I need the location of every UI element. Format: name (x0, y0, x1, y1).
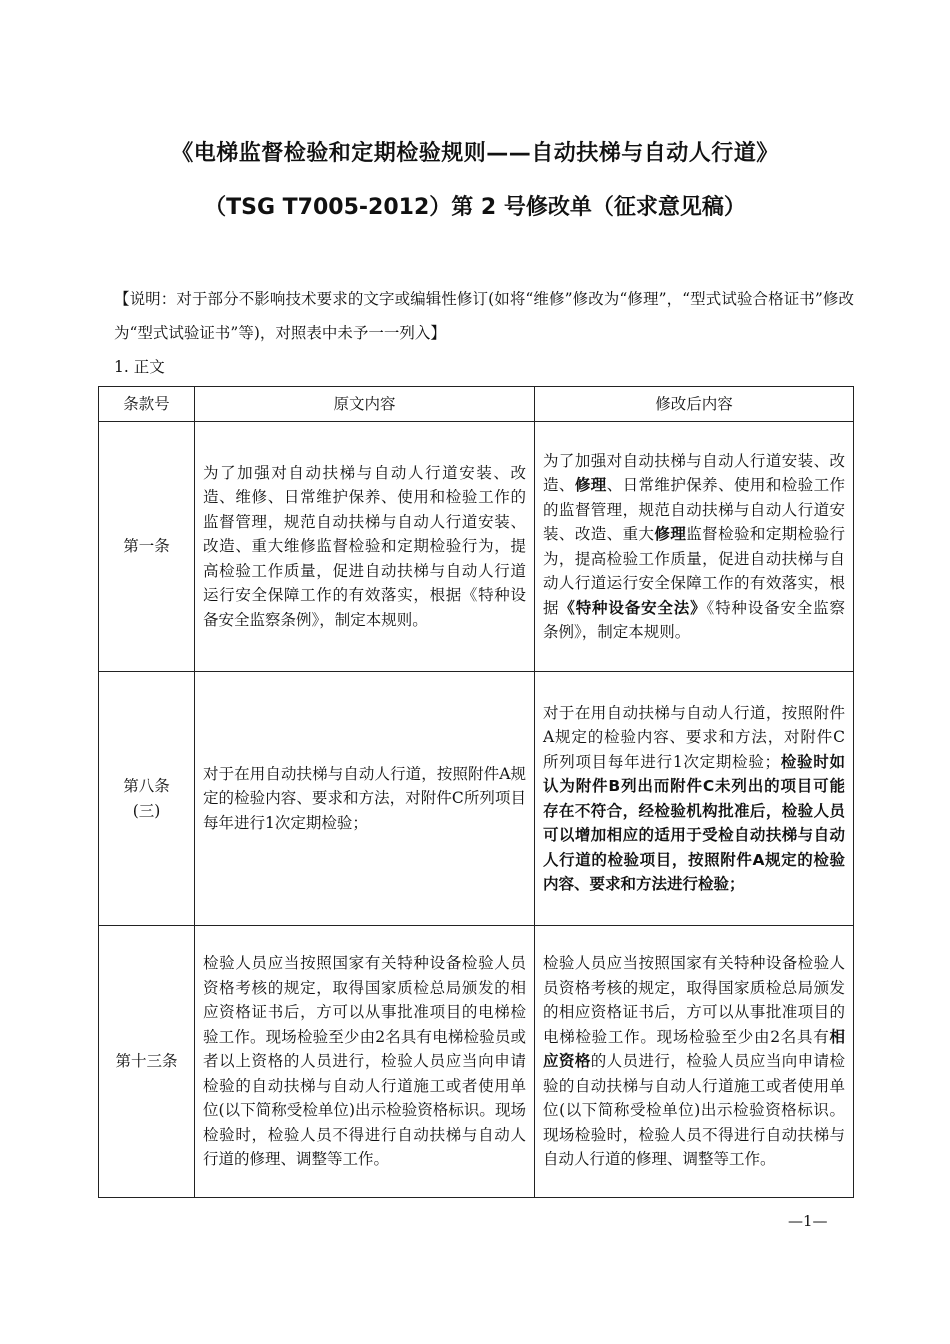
clause-label: 第八条 (123, 777, 170, 795)
clause-sub-label: (三) (132, 801, 161, 820)
table-row (99, 672, 854, 926)
revised-text-cell (535, 422, 854, 672)
revised-text-highlight: 修理 (574, 476, 607, 494)
original-text-cell: 检验人员应当按照国家有关特种设备检验人员资格考核的规定，取得国家质检总局颁发的相应资格证书后，方可以从事批准项目的电梯检验工作。现场检验至少由2名具有电梯检验员或者以上资格的人员进行，检验人员应当向申请检验的自动扶梯与自动人行道施工或者使用单位(以下简称受检单位)出示检验资格标识。现场检验时，检验人员不得进行自动扶梯与自动人行道的修理、调整等工作。 (195, 926, 535, 1198)
table-header-row (99, 387, 854, 422)
original-text-cell: 对于在用自动扶梯与自动人行道，按照附件A规定的检验内容、要求和方法，对附件C所列项目每年进行1次定期检验； (195, 672, 535, 926)
revised-text-highlight: 相应资格 (543, 1027, 845, 1071)
revised-text-highlight: 《特种设备安全法》 (559, 598, 707, 617)
table-row (99, 422, 854, 672)
revised-text-segment: 《特种设备安全监察条例》，制定本规则。 (543, 598, 845, 641)
document-title-line1: 《电梯监督检验和定期检验规则——自动扶梯与自动人行道》 (171, 141, 779, 166)
document-title-line2: （TSG T7005-2012）第 2 号修改单（征求意见稿） (204, 195, 746, 220)
table-row (99, 926, 854, 1198)
clause-cell: 第十三条 (99, 926, 195, 1198)
clause-cell: 第一条 (99, 422, 195, 672)
section-heading: 1. 正文 (114, 358, 165, 376)
explanation-note: 【说明：对于部分不影响技术要求的文字或编辑性修订(如将“维修”修改为“修理”，“型式试验合格证书”修改为“型式试验证书”等)，对照表中未予一一列入】 (114, 290, 854, 342)
revised-text-segment: 监督检验和定期检验行为，提高检验工作质量，促进自动扶梯与自动人行道运行安全保障工作的有效落实，根据 (543, 525, 845, 617)
original-text-cell: 为了加强对自动扶梯与自动人行道安装、改造、维修、日常维护保养、使用和检验工作的监督管理，规范自动扶梯与自动人行道安装、改造、重大维修监督检验和定期检验行为，提高检验工作质量，促进自动扶梯与自动人行道运行安全保障工作的有效落实，根据《特种设备安全监察条例》，制定本规则。 (195, 422, 535, 672)
header-clause: 条款号 (99, 387, 195, 422)
revised-text-segment: 、日常维护保养、使用和检验工作的监督管理，规范自动扶梯与自动人行道安装、改造、重大 (543, 476, 845, 543)
clause-cell (99, 672, 195, 926)
header-original: 原文内容 (195, 387, 535, 422)
revised-text-segment: 为了加强对自动扶梯与自动人行道安装、改造、 (543, 451, 845, 494)
revised-text-cell (535, 926, 854, 1198)
revised-text-segment: 的人员进行，检验人员应当向申请检验的自动扶梯与自动人行道施工或者使用单位(以下简称受检单位)出示检验资格标识。现场检验时，检验人员不得进行自动扶梯与自动人行道的修理、调整等工作。 (543, 1052, 845, 1169)
revised-text-segment: 对于在用自动扶梯与自动人行道，按照附件A规定的检验内容、要求和方法，对附件C所列项目每年进行1次定期检验； (543, 703, 845, 771)
revised-text-segment: 检验人员应当按照国家有关特种设备检验人员资格考核的规定，取得国家质检总局颁发的相应资格证书后，方可以从事批准项目的电梯检验工作。现场检验至少由2名具有 (543, 954, 845, 1046)
comparison-table (98, 386, 854, 1198)
page-number: —1— (788, 1212, 828, 1230)
revised-text-highlight: 修理 (654, 525, 687, 543)
header-revised: 修改后内容 (535, 387, 854, 422)
revised-text-cell (535, 672, 854, 926)
revised-text-highlight: 检验时如认为附件B列出而附件C未列出的项目可能存在不符合，经检验机构批准后，检验人员可以增加相应的适用于受检自动扶梯与自动人行道的检验项目，按照附件A规定的检验内容、要求和方法进行检验； (543, 752, 845, 893)
